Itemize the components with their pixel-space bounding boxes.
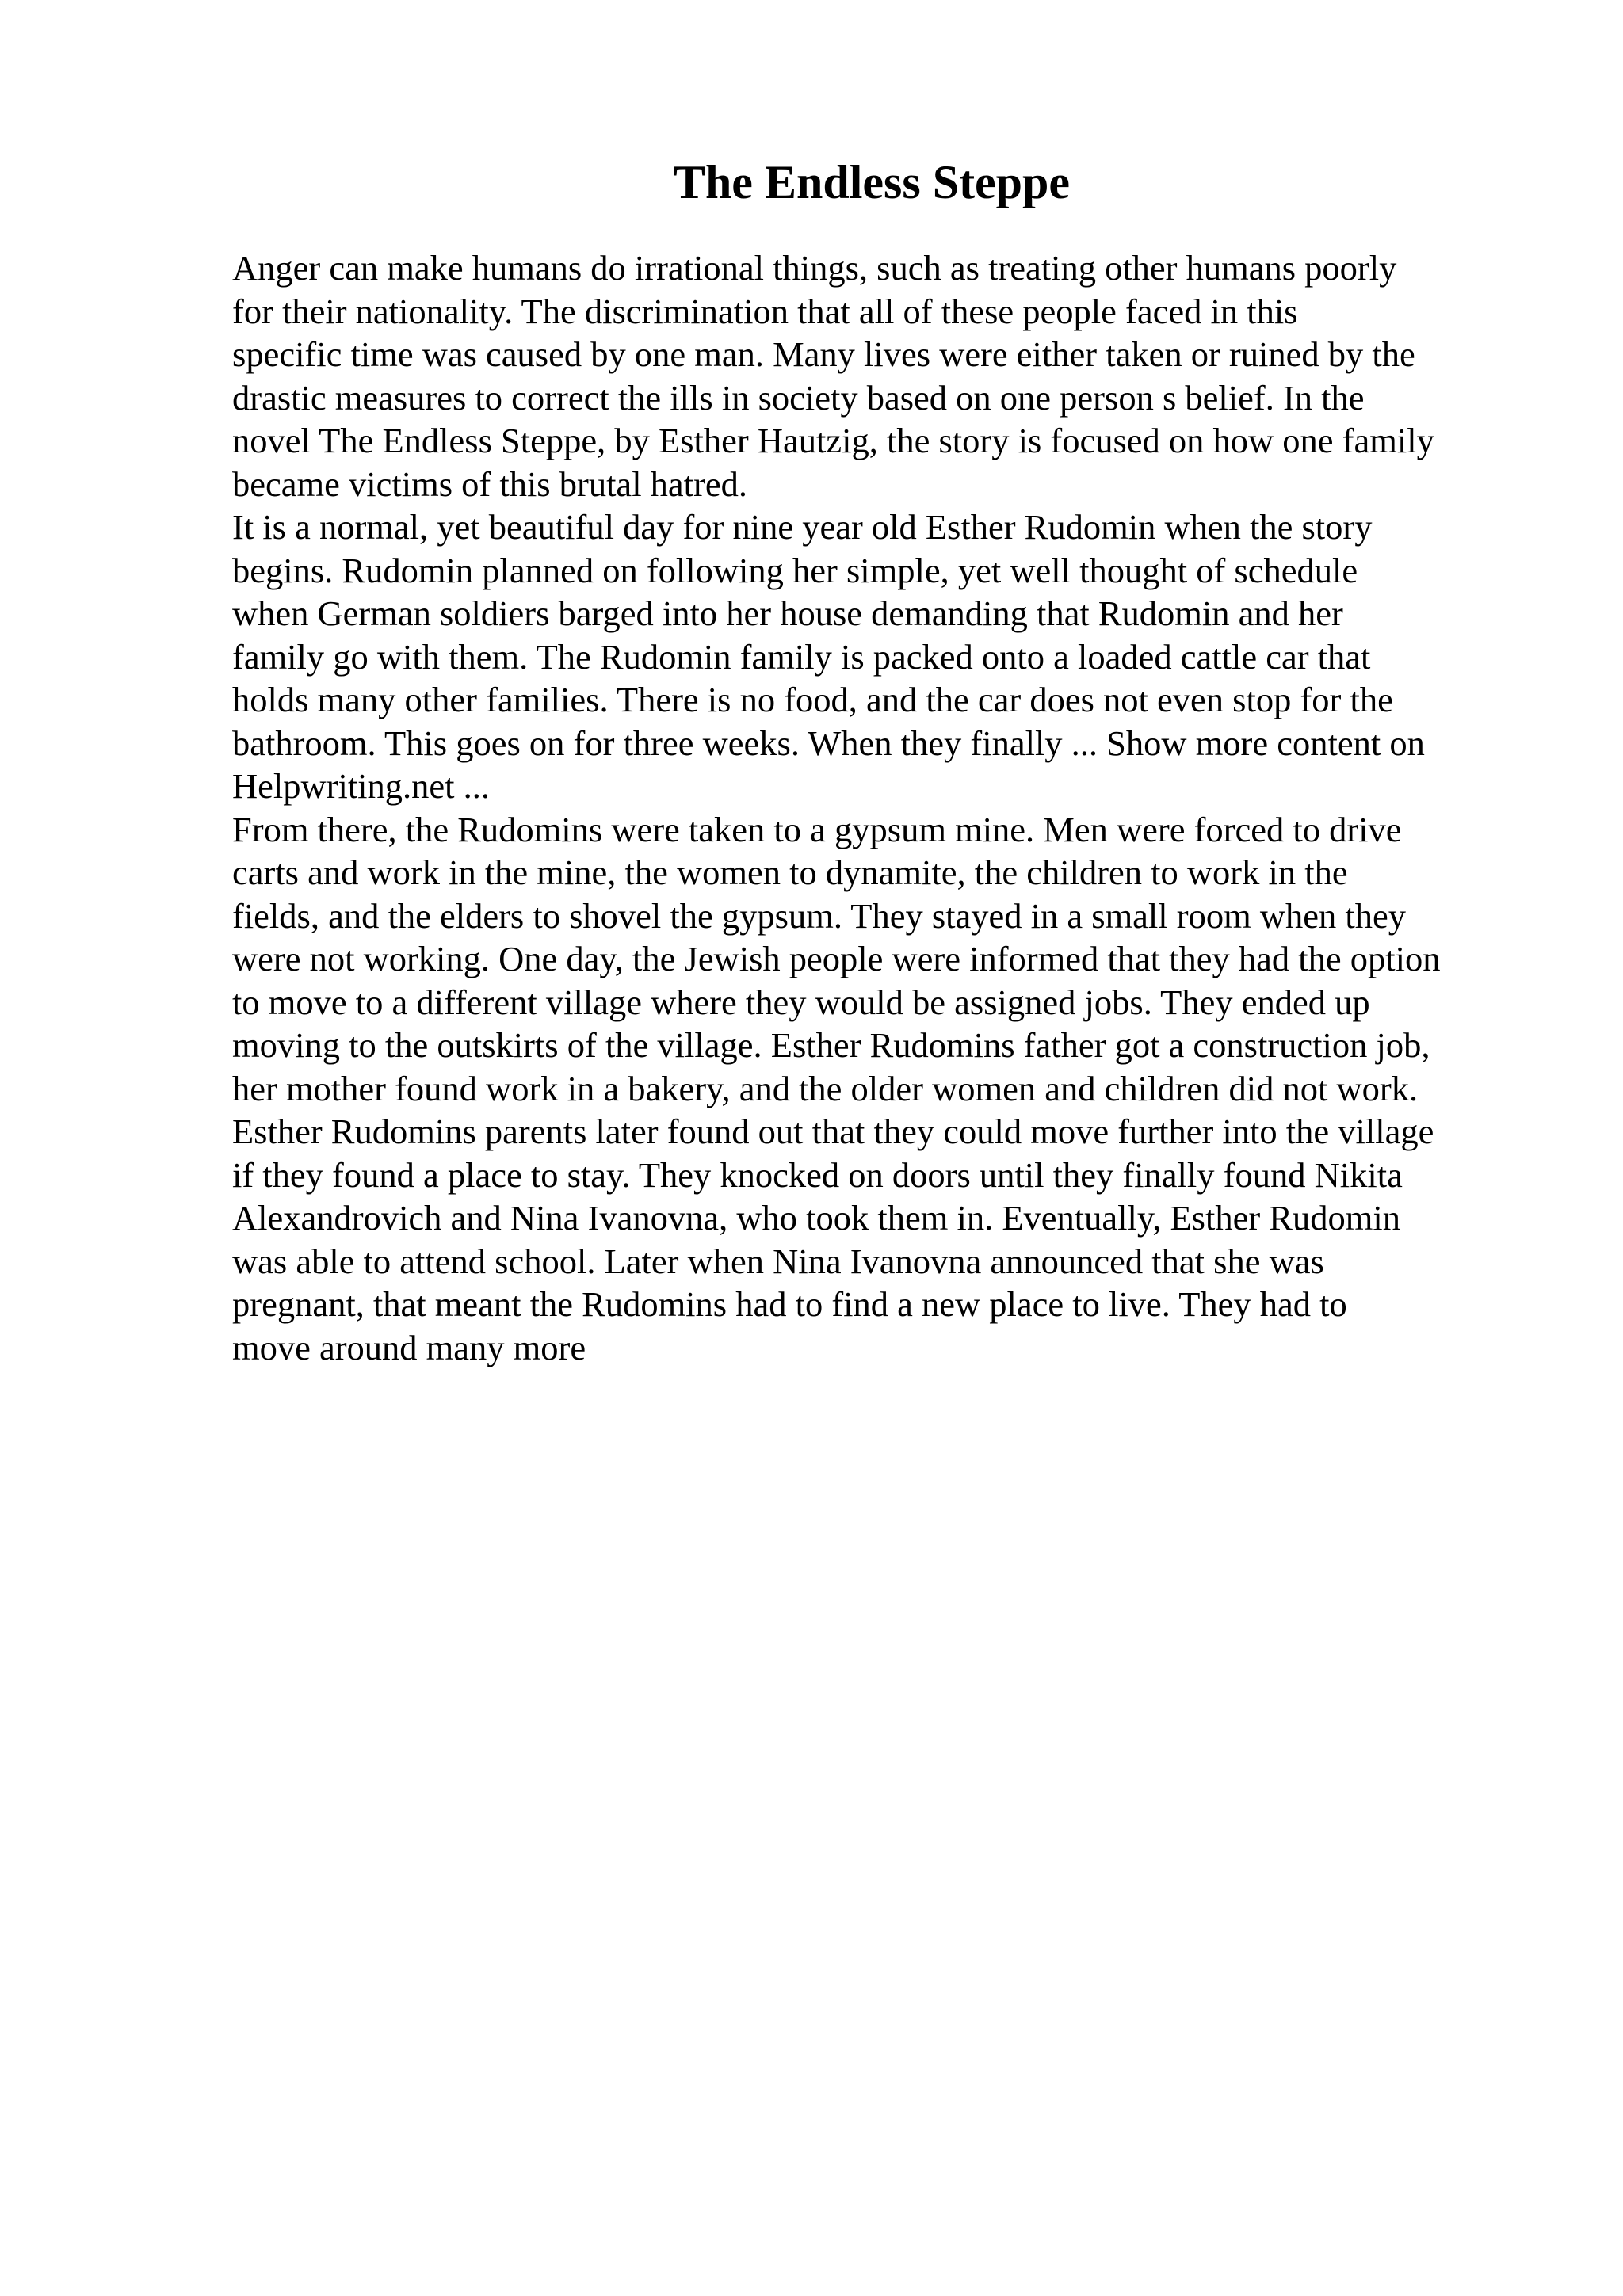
body-line: were not working. One day, the Jewish people were informed that they had the option: [232, 939, 1441, 978]
body-line: for their nationality. The discrimination that all of these people faced in this: [232, 291, 1298, 331]
document-title: The Endless Steppe: [673, 156, 1071, 208]
body-line: specific time was caused by one man. Many lives were either taken or ruined by the: [232, 334, 1415, 374]
body-line: Helpwriting.net ...: [232, 766, 491, 806]
body-line: pregnant, that meant the Rudomins had to find a new place to live. They had to: [232, 1284, 1347, 1324]
body-line: holds many other families. There is no food, and the car does not even stop for the: [232, 680, 1393, 719]
body-line: if they found a place to stay. They knocked on doors until they finally found Nikita: [232, 1154, 1403, 1195]
body-line: From there, the Rudomins were taken to a gypsum mine. Men were forced to drive: [232, 809, 1402, 849]
body-line: novel The Endless Steppe, by Esther Hautzig, the story is focused on how one family: [232, 421, 1434, 460]
body-line: drastic measures to correct the ills in society based on one person s belief. In the: [232, 377, 1365, 418]
body-line: begins. Rudomin planned on following her simple, yet well thought of schedule: [232, 550, 1358, 590]
body-line: was able to attend school. Later when Nina Ivanovna announced that she was: [232, 1241, 1324, 1281]
body-line: move around many more: [232, 1327, 586, 1367]
body-line: when German soldiers barged into her house demanding that Rudomin and her: [232, 593, 1343, 633]
body-line: became victims of this brutal hatred.: [232, 463, 747, 504]
body-line: Alexandrovich and Nina Ivanovna, who took them in. Eventually, Esther Rudomin: [232, 1198, 1400, 1238]
body-line: carts and work in the mine, the women to dynamite, the children to work in the: [232, 852, 1348, 892]
body-line: It is a normal, yet beautiful day for nine year old Esther Rudomin when the story: [232, 507, 1373, 547]
body-line: Anger can make humans do irrational things, such as treating other humans poorly: [232, 248, 1397, 288]
body-line: family go with them. The Rudomin family is packed onto a loaded cattle car that: [232, 636, 1371, 677]
body-line: to move to a different village where they would be assigned jobs. They ended up: [232, 982, 1370, 1022]
body-line: her mother found work in a bakery, and the older women and children did not work.: [232, 1068, 1419, 1108]
body-line: bathroom. This goes on for three weeks. When they finally ... Show more content on: [232, 723, 1425, 763]
body-line: moving to the outskirts of the village. Esther Rudomins father got a construction job,: [232, 1025, 1430, 1065]
body-line: fields, and the elders to shovel the gypsum. They stayed in a small room when they: [232, 895, 1406, 936]
document-body: [232, 246, 1516, 1369]
body-line: Esther Rudomins parents later found out that they could move further into the village: [232, 1112, 1434, 1151]
